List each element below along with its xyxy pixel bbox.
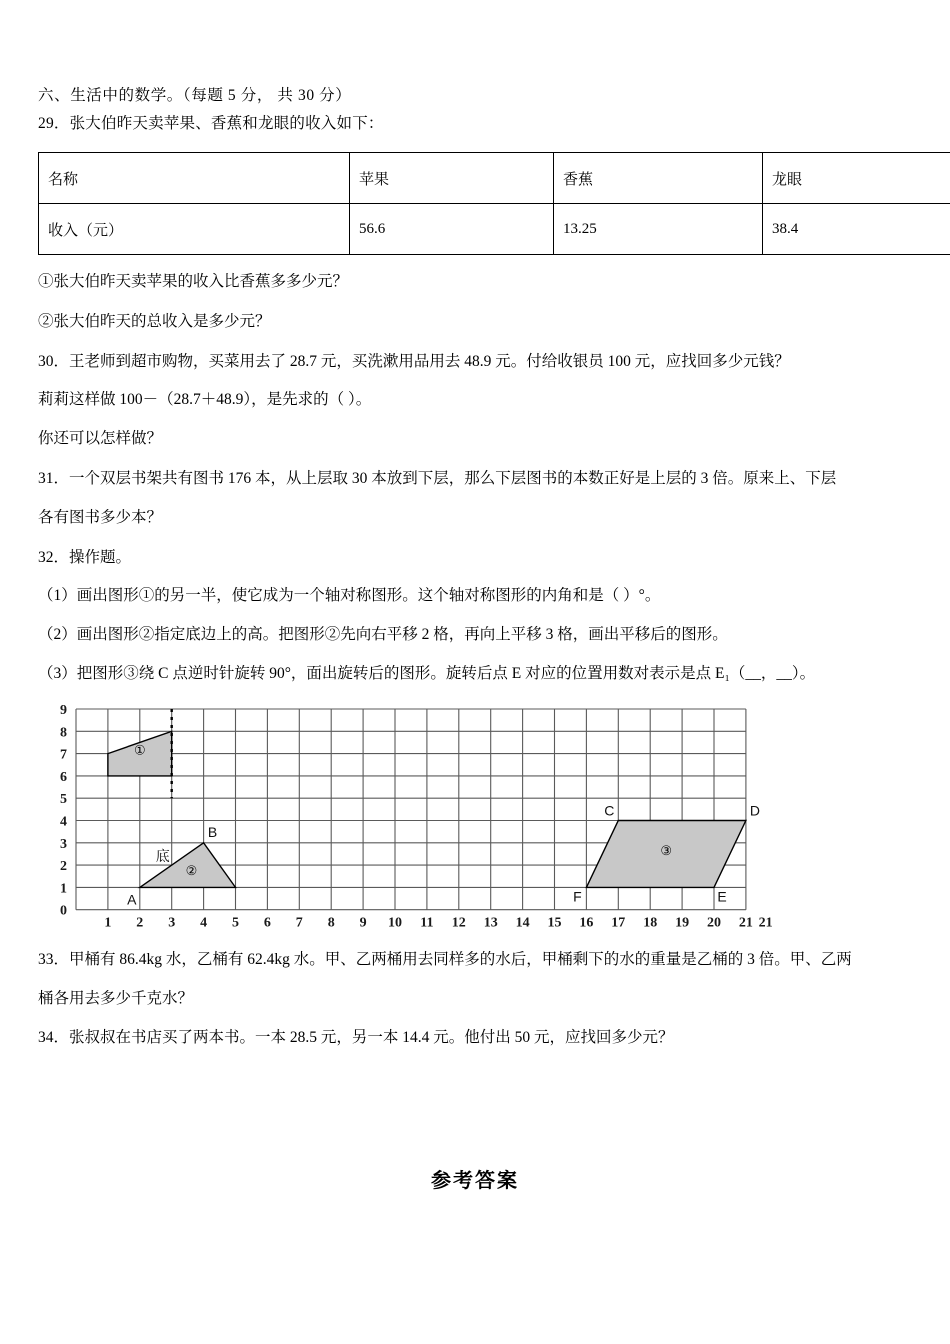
table-cell-longan-header: 龙眼 — [763, 153, 950, 204]
coordinate-grid-figure — [38, 701, 912, 933]
y-axis-tick-label: 9 — [60, 702, 67, 718]
y-axis-tick-label: 7 — [60, 747, 67, 763]
x-axis-tick-label: 15 — [547, 915, 562, 931]
x-axis-tick-label: 5 — [232, 915, 239, 931]
question-34-line1: 34．张叔叔在书店买了两本书。一本 28.5 元，另一本 14.4 元。他付出 50 元，应找回多少元？ — [38, 1029, 674, 1047]
vertex-label-f: F — [573, 888, 582, 905]
x-axis-tick-label: 4 — [200, 915, 208, 931]
y-axis-tick-label: 1 — [60, 881, 67, 897]
table-cell-banana-header: 香蕉 — [554, 153, 763, 204]
x-axis-tick-label: 12 — [451, 915, 466, 931]
table-row-header — [39, 153, 950, 204]
x-axis-tick-label: 10 — [388, 915, 402, 931]
figure-shape-1-label: ① — [133, 742, 146, 758]
section-heading: 六、生活中的数学。（每题 5 分， 共 30 分） — [38, 87, 352, 104]
table-cell-apple-value: 56.6 — [350, 204, 554, 255]
question-30-line3: 你还可以怎样做？ — [38, 430, 163, 448]
y-axis-tick-label: 4 — [60, 814, 67, 830]
base-label: 底 — [155, 847, 170, 864]
x-axis-tick-label: 17 — [611, 915, 626, 931]
question-31-line2: 各有图书多少本？ — [38, 508, 163, 526]
question-32-part2: （2）画出图形②指定底边上的高。把图形②先向右平移 2 格，再向上平移 3 格，画出平移后的图形。 — [38, 626, 728, 644]
question-33-line2: 桶各用去多少千克水？ — [38, 989, 194, 1007]
question-30-line2: 莉莉这样做 100－（28.7＋48.9），是先求的（ ）。 — [38, 391, 372, 409]
x-axis-tick-label: 20 — [707, 915, 721, 931]
income-table — [38, 152, 950, 255]
x-axis-tick-label: 21 — [758, 915, 773, 931]
x-axis-tick-label: 18 — [643, 915, 658, 931]
question-32-part1: （1）画出图形①的另一半，使它成为一个轴对称图形。这个轴对称图形的内角和是（ ）°。 — [38, 587, 661, 605]
question-29-sub2: ②张大伯昨天的总收入是多少元？ — [38, 312, 271, 330]
y-axis-tick-label: 2 — [60, 858, 67, 874]
x-axis-tick-label: 2 — [136, 915, 144, 931]
question-29-stem: 29．张大伯昨天卖苹果、香蕉和龙眼的收入如下： — [38, 115, 384, 133]
x-axis-tick-label: 13 — [483, 915, 498, 931]
x-axis-tick-label: 16 — [579, 915, 594, 931]
table-cell-apple-header: 苹果 — [350, 153, 554, 204]
x-axis-tick-label: 9 — [359, 915, 367, 931]
question-31-line1: 31．一个双层书架共有图书 176 本，从上层取 30 本放到下层，那么下层图书的本数正好是上层的 3 倍。原来上、下层 — [38, 470, 837, 488]
y-axis-tick-label: 5 — [60, 791, 67, 807]
table-cell-longan-value: 38.4 — [763, 204, 950, 255]
question-32-part3: （3）把图形③绕 C 点逆时针旋转 90°，面出旋转后的图形。旋转后点 E 对应的位置用数对表示是点 E₁（__，__）。 — [38, 665, 816, 682]
x-axis-tick-label: 7 — [295, 915, 303, 931]
x-axis-tick-label: 8 — [327, 915, 335, 931]
y-axis-tick-label: 6 — [60, 769, 67, 785]
vertex-label-a: A — [127, 891, 137, 908]
question-33-line1: 33．甲桶有 86.4kg 水，乙桶有 62.4kg 水。甲、乙两桶用去同样多的水后，甲桶剩下的水的重量是乙桶的 3 倍。甲、乙两 — [38, 950, 852, 968]
x-axis-tick-label: 19 — [675, 915, 690, 931]
answers-heading: 参考答案 — [431, 1170, 519, 1192]
figure-shape-3-label: ③ — [660, 842, 672, 858]
x-axis-tick-label: 6 — [263, 915, 271, 931]
x-axis-tick-label: 1 — [104, 915, 112, 931]
x-axis-tick-label: 11 — [420, 915, 434, 931]
x-axis-tick-label: 14 — [515, 915, 530, 931]
y-axis-tick-label: 0 — [60, 903, 67, 919]
vertex-label-c: C — [604, 802, 615, 819]
table-cell-name-header: 名称 — [39, 153, 350, 204]
vertex-label-e: E — [717, 888, 727, 905]
coordinate-grid-svg — [38, 701, 778, 933]
x-axis-tick-label: 3 — [168, 915, 176, 931]
table-cell-banana-value: 13.25 — [554, 204, 763, 255]
figure-shape-2-label: ② — [185, 862, 198, 878]
vertex-label-d: D — [749, 802, 760, 819]
top-spacer — [38, 0, 912, 84]
table-row-income — [39, 204, 950, 255]
y-axis-tick-label: 3 — [60, 836, 67, 852]
x-axis-tick-label: 21 — [738, 915, 753, 931]
table-cell-income-label: 收入（元） — [39, 204, 350, 255]
question-29-sub1: ①张大伯昨天卖苹果的收入比香蕉多多少元？ — [38, 273, 349, 291]
vertex-label-b: B — [207, 823, 218, 840]
question-32-stem: 32．操作题。 — [38, 548, 132, 566]
y-axis-tick-label: 8 — [60, 725, 67, 741]
question-30-stem: 30．王老师到超市购物，买菜用去了 28.7 元，买洗漱用品用去 48.9 元。付给收银员 100 元，应找回多少元钱？ — [38, 352, 790, 370]
